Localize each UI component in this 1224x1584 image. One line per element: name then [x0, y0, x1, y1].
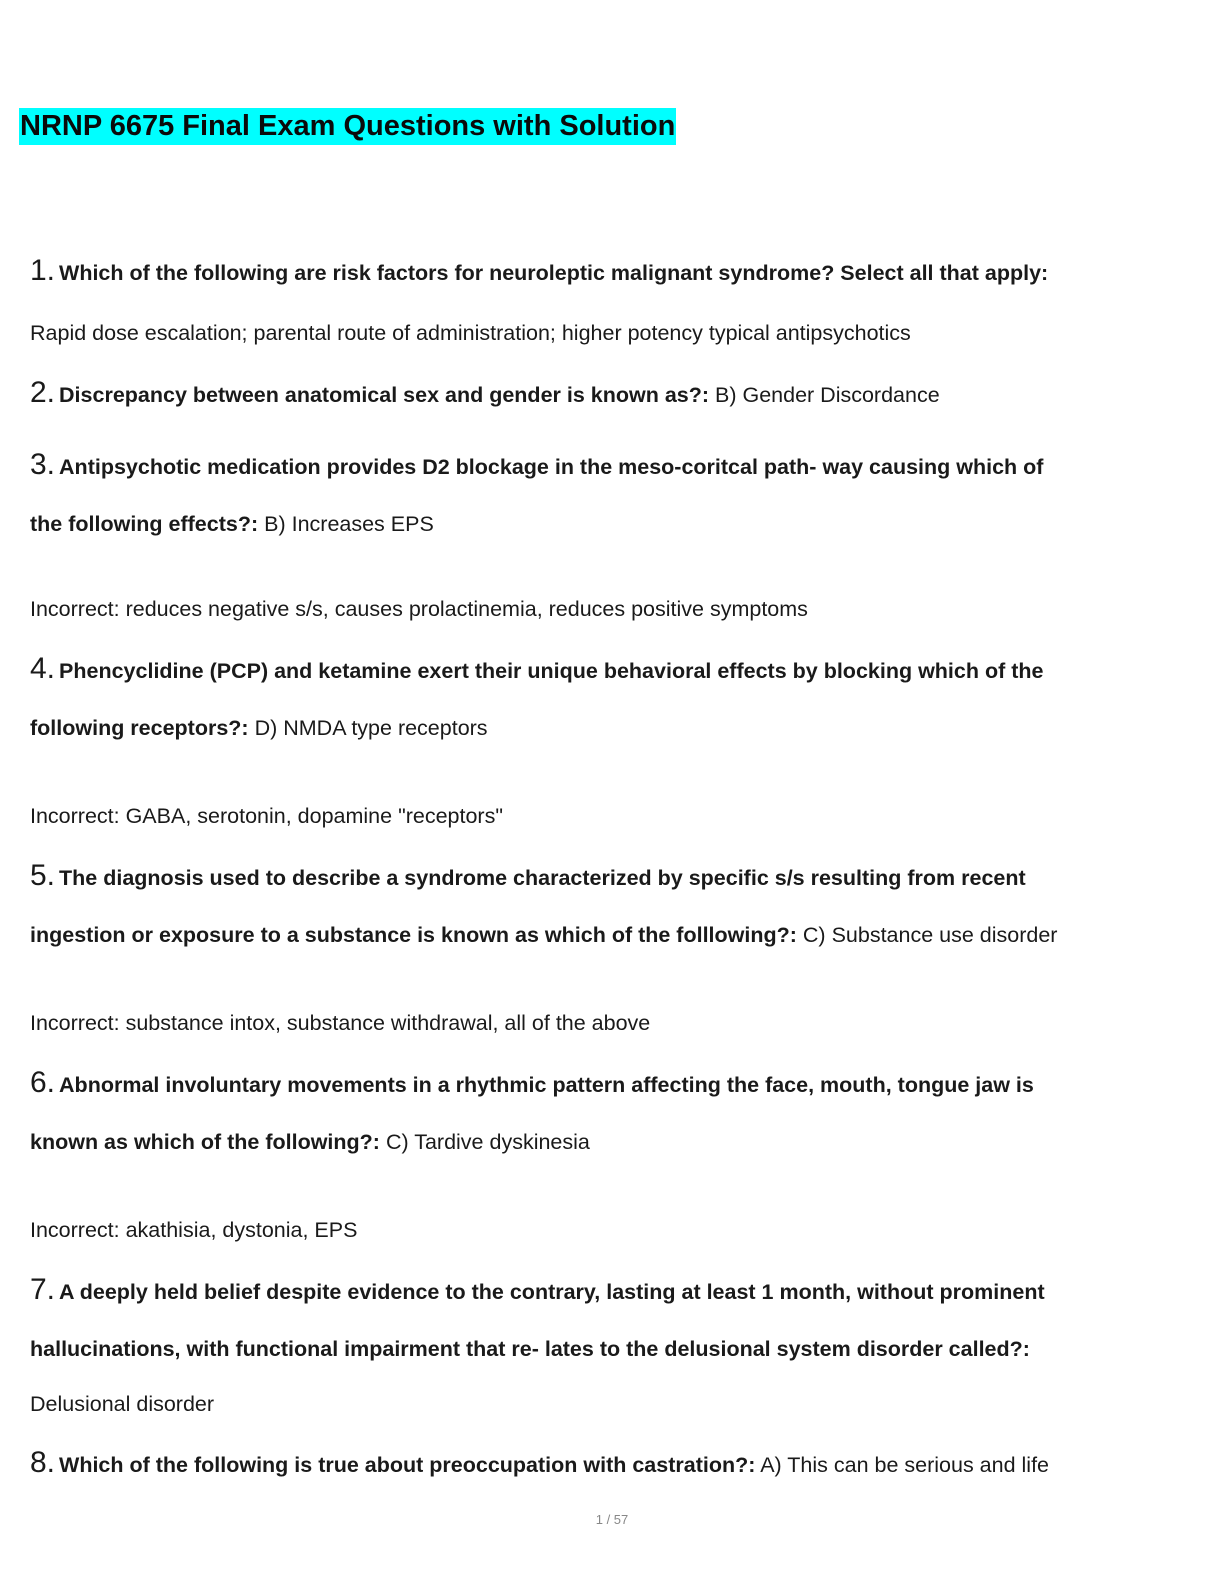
question-8 [30, 1448, 1049, 1480]
page-title: NRNP 6675 Final Exam Questions with Solution [19, 108, 676, 145]
question-2 [30, 378, 940, 410]
question-7 [30, 1275, 1045, 1307]
answer-text: A) This can be serious and life [760, 1453, 1049, 1477]
question-text: known as which of the following?: [30, 1130, 380, 1154]
question-4 [30, 654, 1043, 686]
question-4-cont [30, 713, 488, 743]
question-text: The diagnosis used to describe a syndrome characterized by specific s/s resulting from recent [59, 866, 1026, 890]
incorrect-6: Incorrect: akathisia, dystonia, EPS [30, 1218, 358, 1242]
question-text: Which of the following are risk factors for neuroleptic malignant syndrome? Select all that apply: [59, 261, 1049, 285]
question-text: ingestion or exposure to a substance is known as which of the folllowing?: [30, 923, 797, 947]
answer-7: Delusional disorder [30, 1392, 215, 1416]
question-number: 7. [30, 1273, 56, 1306]
answer-text: B) Increases EPS [264, 512, 434, 536]
question-text: Discrepancy between anatomical sex and gender is known as?: [59, 383, 710, 407]
question-text: Phencyclidine (PCP) and ketamine exert their unique behavioral effects by blocking which of the [59, 659, 1044, 683]
question-text: Antipsychotic medication provides D2 blockage in the meso-coritcal path- way causing which of [59, 455, 1044, 479]
answer-1: Rapid dose escalation; parental route of administration; higher potency typical antipsychotics [30, 321, 911, 345]
question-number: 3. [30, 448, 56, 481]
question-7-cont [30, 1334, 1030, 1364]
question-text: hallucinations, with functional impairment that re- lates to the delusional system disorder called?: [30, 1337, 1030, 1361]
question-5-cont [30, 920, 1057, 950]
question-number: 2. [30, 376, 56, 409]
question-3 [30, 450, 1043, 482]
question-6-cont [30, 1127, 590, 1157]
question-text: following receptors?: [30, 716, 249, 740]
question-6 [30, 1068, 1034, 1100]
question-text: Which of the following is true about preoccupation with castration?: [59, 1453, 756, 1477]
question-text: the following effects?: [30, 512, 259, 536]
incorrect-4: Incorrect: GABA, serotonin, dopamine "receptors" [30, 804, 503, 828]
question-number: 1. [30, 254, 56, 287]
incorrect-3: Incorrect: reduces negative s/s, causes prolactinemia, reduces positive symptoms [30, 597, 808, 621]
question-number: 8. [30, 1446, 56, 1479]
question-number: 4. [30, 652, 56, 685]
answer-text: C) Substance use disorder [802, 923, 1058, 947]
question-5 [30, 861, 1026, 893]
question-number: 6. [30, 1066, 56, 1099]
page-number: 1 / 57 [595, 1512, 629, 1527]
answer-text: B) Gender Discordance [715, 383, 940, 407]
answer-text: D) NMDA type receptors [254, 716, 488, 740]
question-1 [30, 256, 1048, 288]
question-3-cont [30, 509, 434, 539]
answer-text: C) Tardive dyskinesia [385, 1130, 590, 1154]
question-text: Abnormal involuntary movements in a rhythmic pattern affecting the face, mouth, tongue jaw is [59, 1073, 1034, 1097]
question-number: 5. [30, 859, 56, 892]
question-text: A deeply held belief despite evidence to the contrary, lasting at least 1 month, without prominent [59, 1280, 1045, 1304]
incorrect-5: Incorrect: substance intox, substance withdrawal, all of the above [30, 1011, 651, 1035]
